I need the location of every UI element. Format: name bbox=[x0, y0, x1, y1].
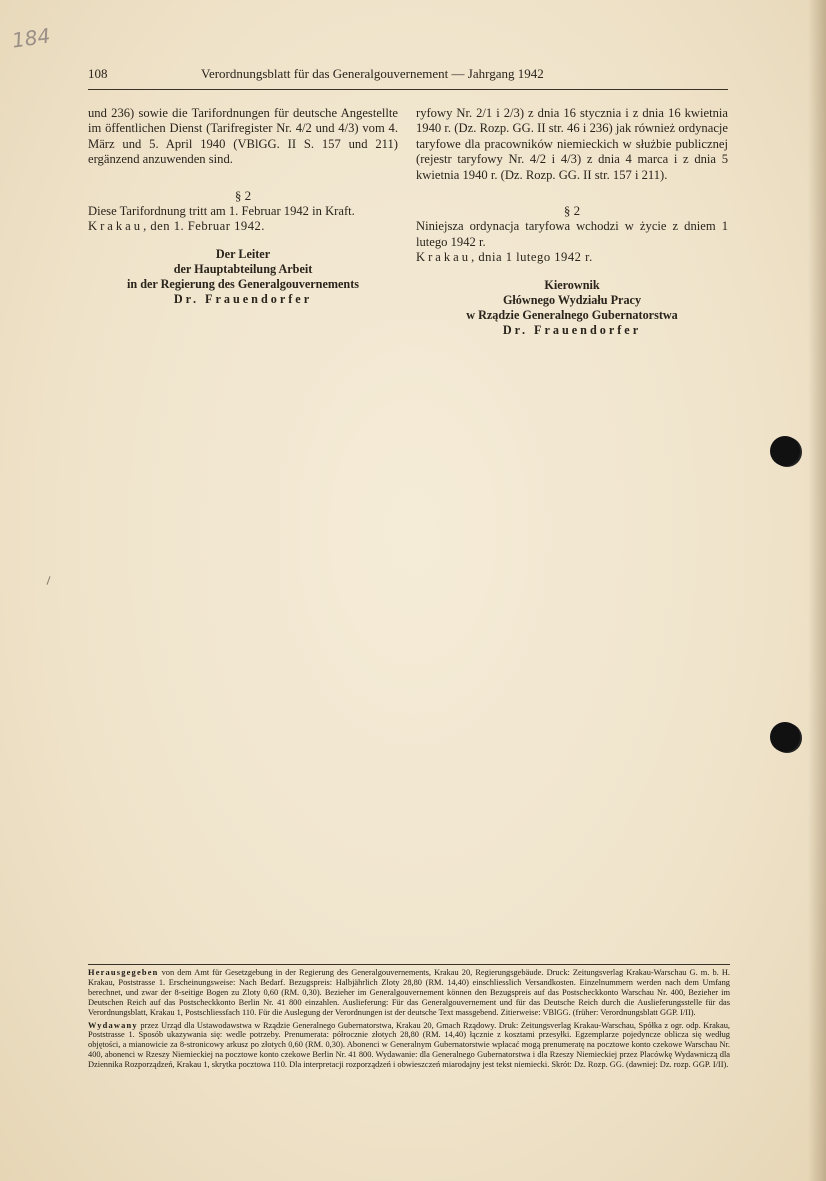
footer-rule bbox=[88, 964, 730, 965]
german-city: Krakau bbox=[88, 219, 144, 234]
polish-date: , dnia 1 lutego 1942 r. bbox=[471, 250, 593, 265]
punch-hole-lower bbox=[770, 722, 800, 752]
polish-sig-line1: Kierownik bbox=[544, 277, 600, 292]
german-sig-line2: der Hauptabteilung Arbeit bbox=[173, 261, 313, 276]
german-continuation: und 236) sowie die Tarifordnungen für deutsche Angestellte im öffentlichen Dienst (Tarifregister Nr. 4/2 und 4/3) vom 4. März und 5. April 1940 (VBlGG. II S. 157 und 211) ergänzend anzuwenden sind. bbox=[88, 106, 398, 167]
page-header bbox=[88, 66, 728, 84]
german-signature-block bbox=[88, 247, 398, 307]
german-sig-line1: Der Leiter bbox=[215, 246, 271, 261]
polish-place-date bbox=[416, 250, 728, 265]
polish-signature-block bbox=[416, 278, 728, 338]
page-number: 108 bbox=[88, 66, 108, 81]
polish-continuation: ryfowy Nr. 2/1 i 2/3) z dnia 16 stycznia i z dnia 16 kwietnia 1940 r. (Dz. Rozp. GG. II str. 46 i 236) jak również ordynacje taryfowe dla pracowników niemieckich w służbie publicznej (rejestr taryfowy Nr. 4/2 i 4/3) z dnia 4 marca i z dnia 5 kwietnia 1940 r. (Dz. Rozp. GG. II str. 157 i 211). bbox=[416, 106, 728, 182]
imprint-german-lead: Herausgegeben bbox=[88, 968, 159, 977]
german-column bbox=[88, 106, 398, 307]
polish-section-text: Niniejsza ordynacja taryfowa wchodzi w życie z dniem 1 lutego 1942 r. bbox=[416, 219, 728, 249]
polish-section-mark: § 2 bbox=[563, 203, 581, 219]
imprint-german-text: von dem Amt für Gesetzgebung in der Regierung des Generalgouvernements, Krakau 20, Regierungsgebäude. Druck: Zeitungsverlag Krakau-Warschau G. m. b. H. Krakau, Poststrasse 1. Erscheinungsweise: Nach Bedarf. Bezugspreis: Halbjährlich Zloty 28,80 (RM. 14,40) einschliesslich Versandkosten. Einzelnummern werden nach dem Umfang berechnet, und zwar der 8-seitige Bogen zu Zloty 0,60 (RM. 0,30). Bezieher im Generalgouvernement können den Bezugspreis auf das Postscheckkonto Warschau Nr. 400, Bezieher im Deutschen Reich auf das Postscheckkonto Berlin Nr. 41 800 einzahlen. Auslieferung: Für das Generalgouvernement und für das Deutsche Reich durch die Auslieferungsstelle für das Verordnungsblatt, Krakau 1, Postschliessfach 110. Für die Auslegung der Verordnungen ist der deutsche Text massgebend. Zitierweise: VBlGG. (früher: Verordnungsblatt GGP. I/II). bbox=[88, 968, 730, 1017]
german-place-date bbox=[88, 219, 398, 234]
imprint-polish-lead: Wydawany bbox=[88, 1020, 138, 1030]
german-date: , den 1. Februar 1942. bbox=[143, 219, 265, 234]
polish-sig-name: Dr. Frauendorfer bbox=[502, 322, 642, 337]
polish-city: Krakau bbox=[416, 250, 472, 265]
pencil-annotation: 184 bbox=[10, 23, 52, 53]
german-section-text: Diese Tarifordnung tritt am 1. Februar 1942 in Kraft. bbox=[88, 204, 355, 219]
imprint-footer bbox=[88, 968, 730, 1073]
punch-hole-upper bbox=[770, 436, 800, 466]
polish-column bbox=[416, 106, 728, 338]
imprint-polish bbox=[88, 1021, 730, 1071]
header-rule bbox=[88, 89, 728, 90]
polish-sig-line3: w Rządzie Generalnego Gubernatorstwa bbox=[466, 307, 678, 322]
imprint-german bbox=[88, 968, 730, 1018]
running-title: Verordnungsblatt für das Generalgouvernement — Jahrgang 1942 bbox=[201, 66, 544, 81]
imprint-polish-text: przez Urząd dla Ustawodawstwa w Rządzie Generalnego Gubernatorstwa, Krakau 20, Gmach Rządowy. Druk: Zeitungsverlag Krakau-Warschau, Spółka z ogr. odp. Krakau, Poststrasse 1. Sposób ukazywania się: wedle potrzeby. Prenumerata: półrocznie złotych 28,80 (RM. 14,40) łącznie z kosztami przesyłki. Egzemplarze pojedyncze oblicza się według objętości, a mianowicie za 8-stronicowy arkusz po złotych 0,60 (RM. 0,30). Abonenci w Generalnym Gubernatorstwie wpłacać mogą prenumeratę na pocztowe konto czekowe Warschau Nr. 400, abonenci w Rzeszy Niemieckiej na pocztowe konto czekowe Berlin Nr. 41 800. Wydawanie: dla Generalnego Gubernatorstwa i dla Rzeszy Niemieckiej przez Placówkę Wydawniczą dla Dziennika Rozporządzeń, Krakau 1, skrytka pocztowa 110. Dla interpretacji rozporządzeń i obwieszczeń miarodajny jest tekst niemiecki. Skrót: Dz. Rozp. GG. (dawniej: Dz. rozp. GGP. I/II). bbox=[88, 1020, 730, 1070]
polish-sig-line2: Głównego Wydziału Pracy bbox=[502, 292, 642, 307]
german-sig-line3: in der Regierung des Generalgouvernements bbox=[127, 276, 359, 291]
german-sig-name: Dr. Frauendorfer bbox=[173, 291, 313, 306]
german-section-mark: § 2 bbox=[234, 187, 252, 203]
page-edge-shadow bbox=[808, 0, 826, 1181]
